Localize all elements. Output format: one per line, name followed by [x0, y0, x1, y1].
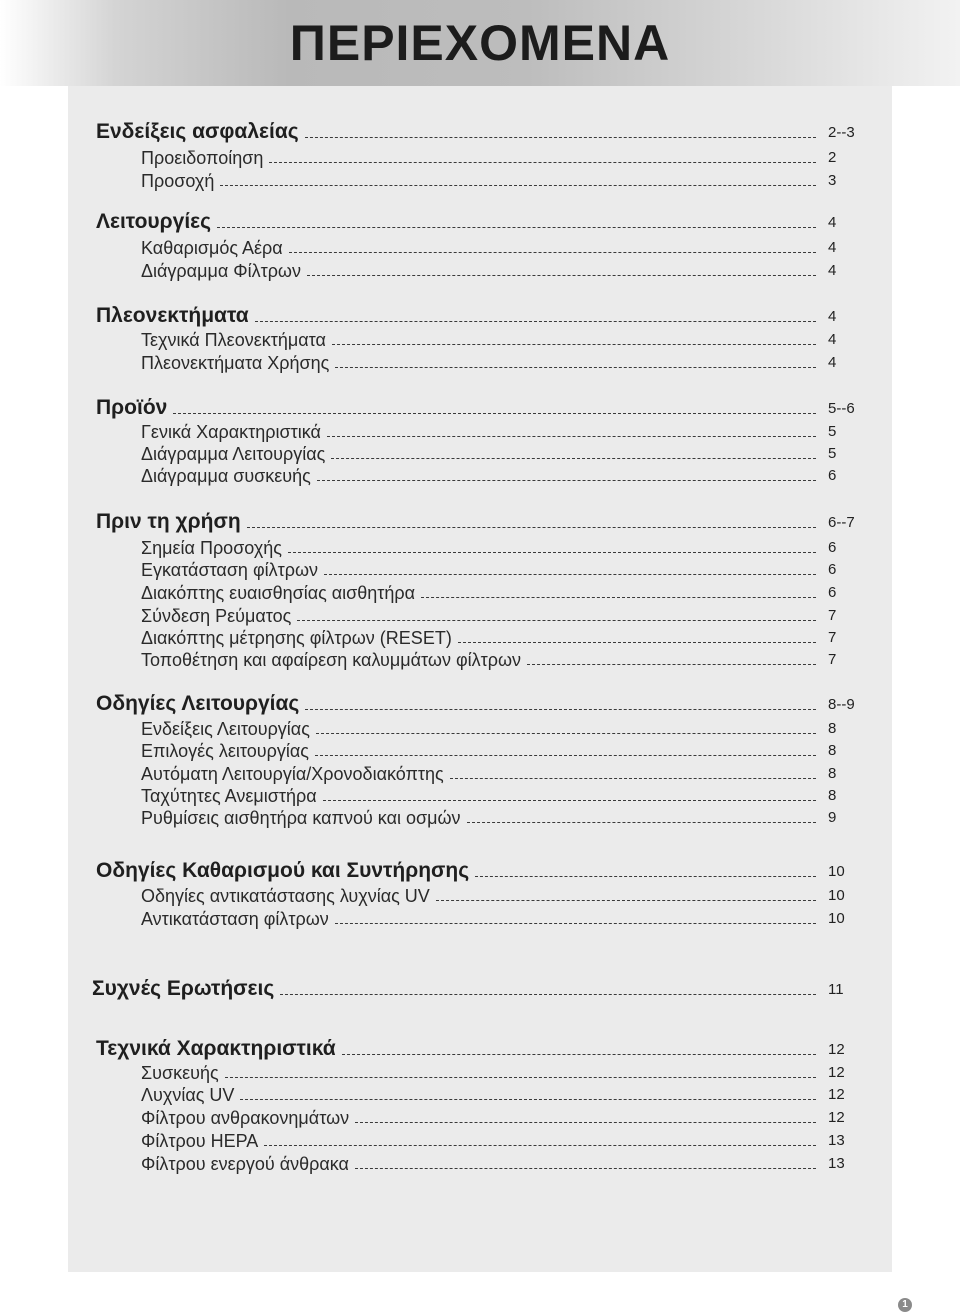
toc-entry-page: 8--9 [828, 696, 855, 713]
toc-entry-title: Διάγραμμα Λειτουργίας [141, 444, 326, 464]
toc-section [96, 1037, 845, 1061]
toc-entry [141, 906, 845, 930]
toc-entry-title: Προσοχή [141, 171, 215, 191]
toc-entry-page: 7 [828, 629, 837, 646]
dot-leader [255, 320, 816, 322]
toc-entry-page: 8 [828, 787, 837, 804]
toc-entry-page: 12 [828, 1064, 845, 1081]
toc-entry-page: 12 [828, 1041, 845, 1058]
toc-entry [141, 883, 845, 907]
toc-entry-page: 6 [828, 539, 837, 556]
dot-leader [305, 136, 816, 138]
toc-entry [141, 1082, 845, 1106]
toc-entry-title: Γενικά Χαρακτηριστικά [141, 422, 321, 442]
dot-leader [335, 366, 816, 368]
toc-entry [141, 783, 837, 807]
toc-entry-page: 9 [828, 809, 837, 826]
toc-entry-title: Οδηγίες Λειτουργίας [96, 692, 300, 715]
toc-entry-title: Πλεονεκτήματα [96, 304, 249, 327]
toc-entry [141, 738, 837, 762]
dot-leader [355, 1121, 816, 1123]
toc-entry-page: 5 [828, 445, 837, 462]
toc-entry-title: Καθαρισμός Αέρα [141, 238, 283, 258]
toc-entry [141, 535, 837, 559]
toc-entry-title: Προειδοποίηση [141, 148, 264, 168]
toc-section [96, 859, 845, 883]
dot-leader [355, 1167, 816, 1169]
dot-leader [220, 184, 816, 186]
toc-entry [141, 580, 837, 604]
toc-entry-page: 4 [828, 214, 837, 231]
toc-entry-title: Διάγραμμα συσκευής [141, 466, 311, 486]
dot-leader [289, 251, 816, 253]
dot-leader [421, 596, 816, 598]
toc-entry-page: 4 [828, 331, 837, 348]
dot-leader [307, 274, 816, 276]
toc-entry [141, 168, 837, 192]
toc-entry-page: 12 [828, 1086, 845, 1103]
dot-leader [436, 899, 816, 901]
dot-leader [475, 875, 816, 877]
toc-entry [141, 603, 837, 627]
toc-entry-title: Τεχνικά Πλεονεκτήματα [141, 330, 326, 350]
toc-entry-title: Φίλτρου ανθρακονημάτων [141, 1108, 350, 1128]
toc-entry-page: 10 [828, 887, 845, 904]
toc-entry-page: 12 [828, 1109, 845, 1126]
toc-entry-page: 8 [828, 765, 837, 782]
dot-leader [450, 777, 816, 779]
toc-entry [141, 350, 837, 374]
toc-entry-title: Σύνδεση Ρεύματος [141, 606, 292, 626]
toc-section [96, 510, 855, 534]
toc-entry [141, 716, 837, 740]
dot-leader [317, 479, 816, 481]
toc-entry-title: Πριν τη χρήση [96, 510, 241, 533]
toc-entry-page: 6 [828, 467, 837, 484]
toc-section [96, 210, 837, 234]
toc-entry-title: Πλεονεκτήματα Χρήσης [141, 353, 330, 373]
toc-entry-page: 13 [828, 1155, 845, 1172]
dot-leader [324, 573, 816, 575]
toc-entry [141, 1151, 845, 1175]
dot-leader [342, 1053, 816, 1055]
toc-entry-title: Ενδείξεις ασφαλείας [96, 120, 299, 143]
toc-entry-page: 6 [828, 584, 837, 601]
toc-section [96, 304, 837, 328]
toc-entry-title: Λειτουργίες [96, 210, 212, 233]
toc-section [92, 977, 844, 1001]
toc-entry-title: Αντικατάσταση φίλτρων [141, 909, 329, 929]
toc-entry [141, 1060, 845, 1084]
toc-entry-title: Ρυθμίσεις αισθητήρα καπνού και οσμών [141, 808, 461, 828]
toc-entry-page: 4 [828, 262, 837, 279]
dot-leader [331, 457, 816, 459]
dot-leader [217, 226, 816, 228]
toc-entry-title: Προϊόν [96, 396, 168, 419]
toc-section [96, 120, 855, 144]
dot-leader [527, 663, 816, 665]
dot-leader [288, 551, 816, 553]
toc-entry-title: Συσκευής [141, 1063, 219, 1083]
dot-leader [173, 412, 816, 414]
toc-entry [141, 557, 837, 581]
dot-leader [297, 619, 816, 621]
toc-entry-page: 7 [828, 607, 837, 624]
toc-entry-title: Τεχνικά Χαρακτηριστικά [96, 1037, 336, 1060]
dot-leader [323, 799, 816, 801]
toc-entry-title: Αυτόματη Λειτουργία/Χρονοδιακόπτης [141, 764, 444, 784]
dot-leader [240, 1098, 816, 1100]
toc-entry [141, 258, 837, 282]
toc-entry-title: Επιλογές λειτουργίας [141, 741, 309, 761]
toc-entry [141, 145, 837, 169]
dot-leader [264, 1144, 816, 1146]
toc-entry-page: 10 [828, 910, 845, 927]
dot-leader [327, 435, 816, 437]
toc-entry-title: Οδηγίες Καθαρισμού και Συντήρησης [96, 859, 470, 882]
toc-entry-page: 4 [828, 308, 837, 325]
toc-entry-title: Συχνές Ερωτήσεις [92, 977, 275, 1000]
toc-entry-title: Ενδείξεις Λειτουργίας [141, 719, 310, 739]
toc-entry [141, 441, 837, 465]
dot-leader [269, 161, 816, 163]
dot-leader [335, 922, 816, 924]
dot-leader [467, 821, 816, 823]
toc-entry-title: Διακόπτης μέτρησης φίλτρων (RESET) [141, 628, 452, 648]
toc-entry-title: Σημεία Προσοχής [141, 538, 282, 558]
toc-entry-page: 8 [828, 742, 837, 759]
toc-entry-title: Φίλτρου ενεργού άνθρακα [141, 1154, 349, 1174]
toc-entry [141, 1105, 845, 1129]
toc-entry [141, 1128, 845, 1152]
dot-leader [316, 732, 816, 734]
toc-entry-page: 4 [828, 239, 837, 256]
toc-entry-title: Εγκατάσταση φίλτρων [141, 560, 319, 580]
toc-section [96, 692, 855, 716]
dot-leader [280, 993, 816, 995]
toc-entry-title: Διάγραμμα Φίλτρων [141, 261, 301, 281]
toc-entry-page: 11 [828, 981, 844, 998]
toc-entry-page: 6 [828, 561, 837, 578]
toc-entry-page: 8 [828, 720, 837, 737]
toc-entry-title: Φίλτρου HEPA [141, 1131, 259, 1151]
toc-entry [141, 761, 837, 785]
toc-entry-title: Τοποθέτηση και αφαίρεση καλυμμάτων φίλτρων [141, 650, 522, 670]
toc-entry [141, 463, 837, 487]
page-title: ΠΕΡΙΕΧΟΜΕΝΑ [289, 15, 671, 71]
toc-entry-title: Ταχύτητες Ανεμιστήρα [141, 786, 317, 806]
toc-entry-page: 10 [828, 863, 845, 880]
toc-section [96, 396, 855, 420]
toc-entry-title: Λυχνίας UV [141, 1085, 235, 1105]
toc-entry-page: 3 [828, 172, 837, 189]
toc-entry-page: 5 [828, 423, 837, 440]
toc-entry-page: 5--6 [828, 400, 855, 417]
toc-entry-page: 13 [828, 1132, 845, 1149]
dot-leader [332, 343, 816, 345]
dot-leader [225, 1076, 816, 1078]
dot-leader [247, 526, 816, 528]
toc-entry-page: 2--3 [828, 124, 855, 141]
toc-entry [141, 625, 837, 649]
page-number: 1 [898, 1298, 912, 1312]
toc-entry-page: 7 [828, 651, 837, 668]
dot-leader [305, 708, 816, 710]
toc-entry [141, 327, 837, 351]
toc-entry-title: Οδηγίες αντικατάστασης λυχνίας UV [141, 886, 430, 906]
toc-entry [141, 419, 837, 443]
toc-entry-title: Διακόπτης ευαισθησίας αισθητήρα [141, 583, 416, 603]
dot-leader [315, 754, 816, 756]
toc-entry-page: 4 [828, 354, 837, 371]
toc-entry [141, 647, 837, 671]
toc-entry [141, 235, 837, 259]
dot-leader [458, 641, 816, 643]
toc-entry-page: 6--7 [828, 514, 855, 531]
toc-entry [141, 805, 837, 829]
toc-entry-page: 2 [828, 149, 837, 166]
